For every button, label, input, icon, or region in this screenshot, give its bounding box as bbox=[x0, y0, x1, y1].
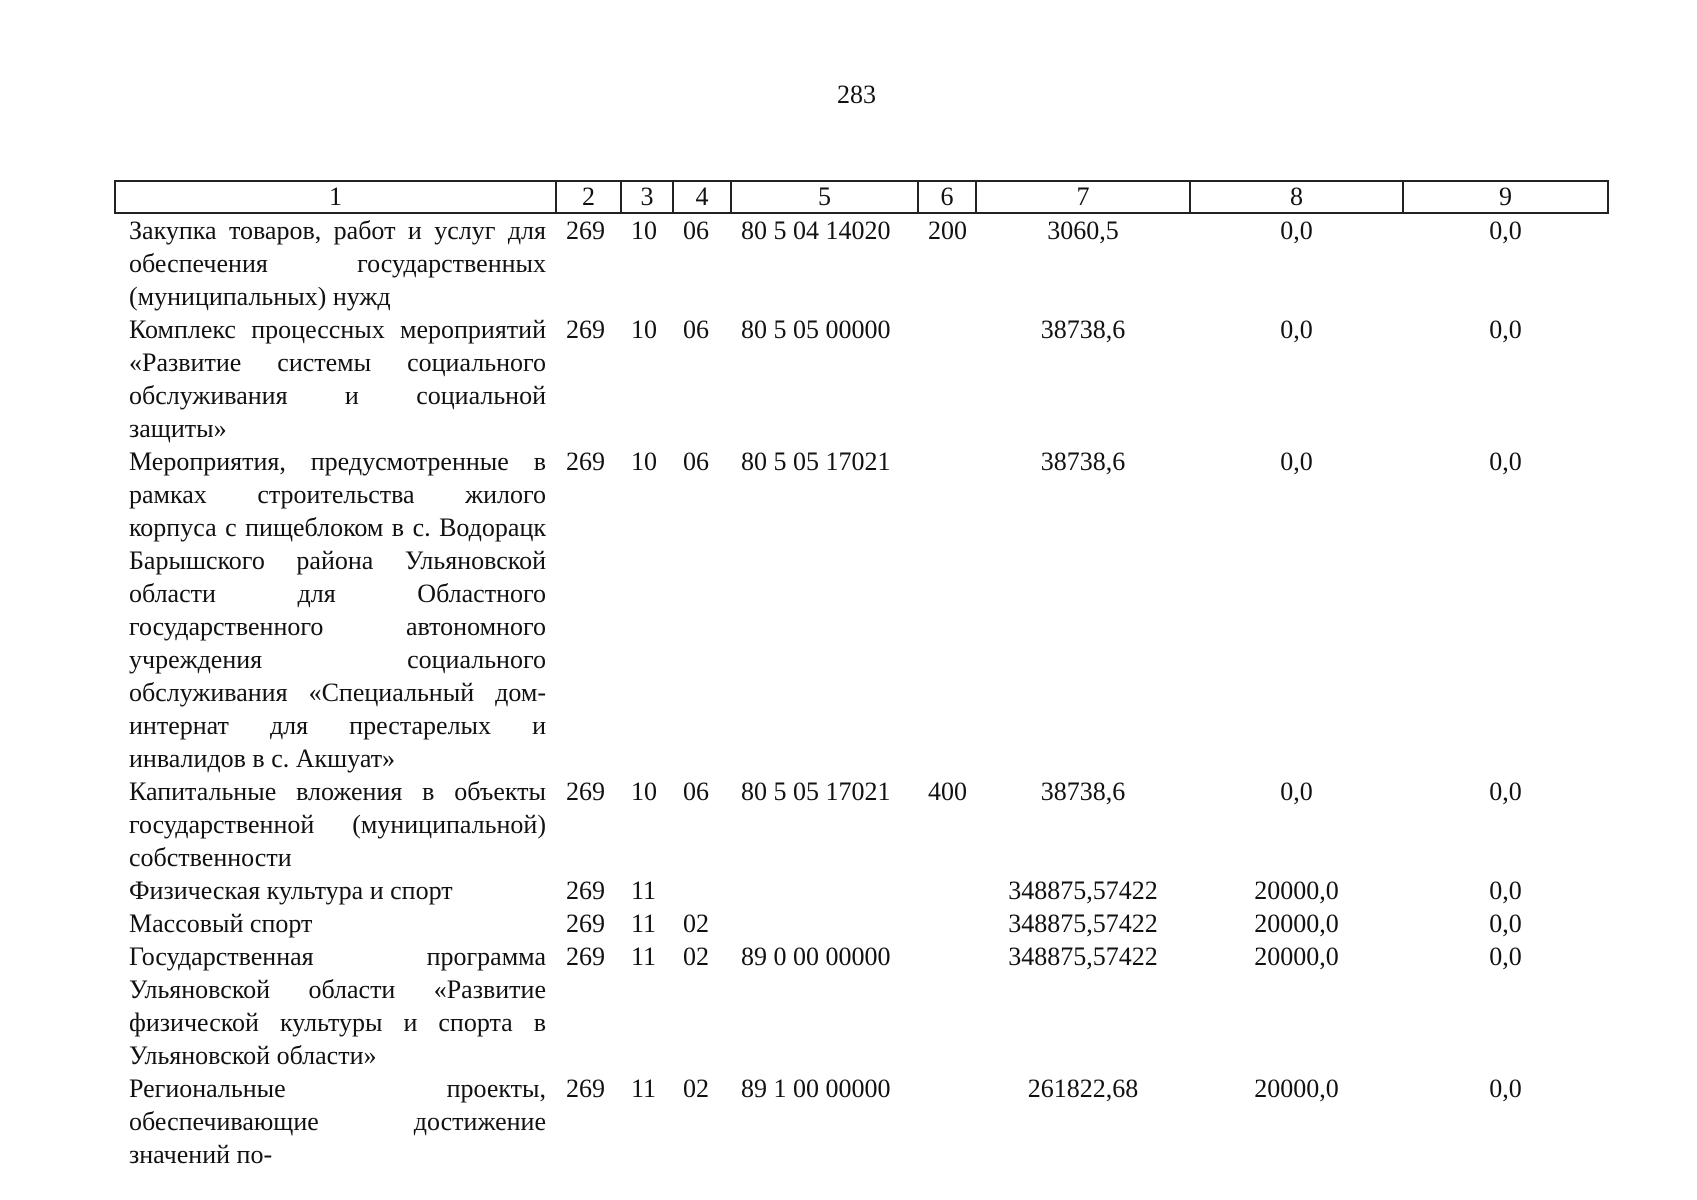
section-code: 11 bbox=[631, 909, 657, 938]
amount-col8: 0,0 bbox=[1280, 216, 1313, 245]
subsection-code: 06 bbox=[683, 216, 709, 245]
ministry-code: 269 bbox=[566, 876, 605, 905]
amount-col9: 0,0 bbox=[1489, 315, 1522, 344]
page-number: 283 bbox=[837, 80, 876, 109]
table-header-row bbox=[115, 181, 1608, 213]
target-article-code: 89 0 00 00000 bbox=[741, 942, 891, 971]
item-name: Государственная программа Ульяновской области «Развитие физической культуры и спорта в Ульяновской области» bbox=[129, 942, 546, 1070]
target-article-code: 80 5 05 17021 bbox=[741, 447, 891, 476]
target-article-code bbox=[731, 907, 918, 940]
item-name: Капитальные вложения в объекты государственной (муниципальной) собственности bbox=[129, 777, 546, 872]
amount-col7: 348875,57422 bbox=[1008, 909, 1158, 938]
amount-col9: 0,0 bbox=[1489, 447, 1522, 476]
amount-col9: 0,0 bbox=[1489, 942, 1522, 971]
item-name: Комплекс процессных мероприятий «Развитие системы социального обслуживания и социальной защиты» bbox=[129, 315, 546, 443]
column-header: 1 bbox=[115, 181, 556, 213]
amount-col8: 0,0 bbox=[1280, 777, 1313, 806]
section-code: 10 bbox=[631, 216, 657, 245]
column-header: 4 bbox=[673, 181, 731, 213]
amount-col7: 261822,68 bbox=[1027, 1074, 1139, 1103]
amount-col7: 38738,6 bbox=[1040, 447, 1126, 476]
amount-col7: 3060,5 bbox=[1047, 216, 1119, 245]
amount-col9: 0,0 bbox=[1489, 909, 1522, 938]
subsection-code: 06 bbox=[683, 447, 709, 476]
expense-type-code bbox=[918, 940, 976, 1072]
ministry-code: 269 bbox=[566, 909, 605, 938]
subsection-code: 02 bbox=[683, 1074, 709, 1103]
column-header: 9 bbox=[1403, 181, 1608, 213]
expense-type-code bbox=[918, 313, 976, 445]
amount-col8: 20000,0 bbox=[1254, 909, 1339, 938]
column-header: 5 bbox=[731, 181, 918, 213]
expense-type-code: 200 bbox=[928, 216, 967, 245]
table-row bbox=[115, 940, 1608, 1072]
section-code: 11 bbox=[631, 1074, 657, 1103]
table-row bbox=[115, 874, 1608, 907]
amount-col7: 38738,6 bbox=[1040, 315, 1126, 344]
column-header: 8 bbox=[1190, 181, 1403, 213]
table-row bbox=[115, 1072, 1608, 1171]
column-header: 7 bbox=[976, 181, 1190, 213]
subsection-code: 06 bbox=[683, 315, 709, 344]
subsection-code: 02 bbox=[683, 909, 709, 938]
expense-type-code bbox=[918, 445, 976, 775]
subsection-code: 02 bbox=[683, 942, 709, 971]
item-name: Физическая культура и спорт bbox=[129, 876, 453, 905]
amount-col7: 348875,57422 bbox=[1008, 942, 1158, 971]
item-name: Мероприятия, предусмотренные в рамках строительства жилого корпуса с пищеблоком в с. Водорацк Барышского района Ульяновской области для Областного государственного автономного учреждения социального обслуживания «Специальный дом-интернат для престарелых и инвалидов в с. Акшуат» bbox=[129, 447, 546, 773]
amount-col8: 20000,0 bbox=[1254, 876, 1339, 905]
section-code: 10 bbox=[631, 315, 657, 344]
ministry-code: 269 bbox=[566, 216, 605, 245]
expense-type-code: 400 bbox=[928, 777, 967, 806]
column-header: 6 bbox=[918, 181, 976, 213]
item-name: Региональные проекты, обеспечивающие достижение значений по- bbox=[129, 1074, 546, 1169]
amount-col8: 20000,0 bbox=[1254, 942, 1339, 971]
amount-col8: 20000,0 bbox=[1254, 1074, 1339, 1103]
subsection-code bbox=[673, 874, 731, 907]
item-name: Массовый спорт bbox=[129, 909, 313, 938]
target-article-code bbox=[731, 874, 918, 907]
amount-col9: 0,0 bbox=[1489, 1074, 1522, 1103]
budget-table bbox=[114, 180, 1609, 1171]
ministry-code: 269 bbox=[566, 942, 605, 971]
table-row bbox=[115, 445, 1608, 775]
amount-col7: 348875,57422 bbox=[1008, 876, 1158, 905]
amount-col9: 0,0 bbox=[1489, 876, 1522, 905]
amount-col7: 38738,6 bbox=[1040, 777, 1126, 806]
target-article-code: 80 5 04 14020 bbox=[741, 216, 891, 245]
expense-type-code bbox=[918, 1072, 976, 1171]
subsection-code: 06 bbox=[683, 777, 709, 806]
column-header: 3 bbox=[621, 181, 673, 213]
expense-type-code bbox=[918, 874, 976, 907]
ministry-code: 269 bbox=[566, 315, 605, 344]
target-article-code: 80 5 05 00000 bbox=[741, 315, 891, 344]
target-article-code: 80 5 05 17021 bbox=[741, 777, 891, 806]
item-name: Закупка товаров, работ и услуг для обеспечения государственных (муниципальных) нужд bbox=[129, 216, 546, 311]
table-row bbox=[115, 775, 1608, 874]
section-code: 11 bbox=[631, 876, 657, 905]
ministry-code: 269 bbox=[566, 1074, 605, 1103]
section-code: 10 bbox=[631, 777, 657, 806]
section-code: 11 bbox=[631, 942, 657, 971]
ministry-code: 269 bbox=[566, 777, 605, 806]
column-header: 2 bbox=[556, 181, 621, 213]
expense-type-code bbox=[918, 907, 976, 940]
table-row bbox=[115, 313, 1608, 445]
ministry-code: 269 bbox=[566, 447, 605, 476]
target-article-code: 89 1 00 00000 bbox=[741, 1074, 891, 1103]
table-row bbox=[115, 907, 1608, 940]
amount-col8: 0,0 bbox=[1280, 447, 1313, 476]
section-code: 10 bbox=[631, 447, 657, 476]
amount-col8: 0,0 bbox=[1280, 315, 1313, 344]
amount-col9: 0,0 bbox=[1489, 216, 1522, 245]
amount-col9: 0,0 bbox=[1489, 777, 1522, 806]
table-row bbox=[115, 213, 1608, 313]
